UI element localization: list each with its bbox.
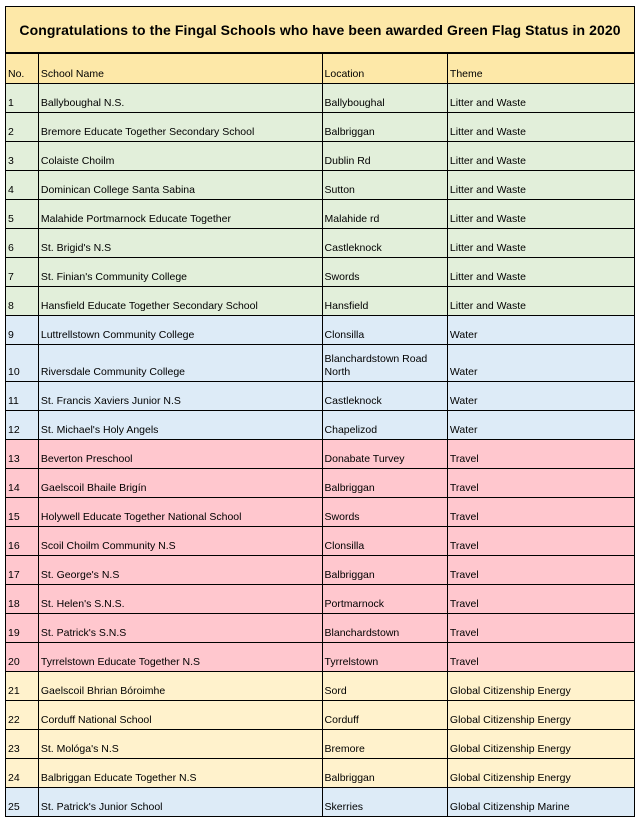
cell-school-name[interactable]: Hansfield Educate Together Secondary School — [38, 287, 322, 316]
cell-theme[interactable]: Litter and Waste — [447, 142, 634, 171]
cell-theme[interactable]: Litter and Waste — [447, 200, 634, 229]
cell-location[interactable]: Blanchardstown Road North — [322, 345, 447, 382]
cell-no[interactable]: 8 — [6, 287, 39, 316]
cell-location[interactable]: Balbriggan — [322, 556, 447, 585]
table-row — [6, 382, 635, 411]
cell-theme[interactable]: Global Citizenship Marine — [447, 788, 634, 817]
cell-no[interactable]: 3 — [6, 142, 39, 171]
cell-location[interactable]: Clonsilla — [322, 316, 447, 345]
cell-location[interactable]: Castleknock — [322, 229, 447, 258]
table-row — [6, 730, 635, 759]
table-row — [6, 701, 635, 730]
cell-theme[interactable]: Travel — [447, 440, 634, 469]
cell-location[interactable]: Chapelizod — [322, 411, 447, 440]
header-location[interactable]: Location — [322, 54, 447, 84]
cell-school-name[interactable]: St. Michael's Holy Angels — [38, 411, 322, 440]
cell-school-name[interactable]: St. Brigid's N.S — [38, 229, 322, 258]
cell-no[interactable]: 6 — [6, 229, 39, 258]
cell-location[interactable]: Balbriggan — [322, 469, 447, 498]
cell-location[interactable]: Clonsilla — [322, 527, 447, 556]
cell-theme[interactable]: Litter and Waste — [447, 229, 634, 258]
table-row — [6, 498, 635, 527]
table-row — [6, 171, 635, 200]
cell-no[interactable]: 5 — [6, 200, 39, 229]
table-row — [6, 287, 635, 316]
cell-school-name[interactable]: Riversdale Community College — [38, 345, 322, 382]
cell-school-name[interactable]: St. Mológa's N.S — [38, 730, 322, 759]
cell-theme[interactable]: Litter and Waste — [447, 171, 634, 200]
cell-location[interactable]: Castleknock — [322, 382, 447, 411]
cell-theme[interactable]: Global Citizenship Energy — [447, 759, 634, 788]
table-row — [6, 84, 635, 113]
cell-location[interactable]: Bremore — [322, 730, 447, 759]
cell-no[interactable]: 23 — [6, 730, 39, 759]
cell-no[interactable]: 18 — [6, 585, 39, 614]
table-row — [6, 759, 635, 788]
cell-no[interactable]: 10 — [6, 345, 39, 382]
cell-theme[interactable]: Global Citizenship Energy — [447, 701, 634, 730]
cell-theme[interactable]: Travel — [447, 585, 634, 614]
cell-no[interactable]: 2 — [6, 113, 39, 142]
cell-no[interactable]: 19 — [6, 614, 39, 643]
table-row — [6, 411, 635, 440]
cell-school-name[interactable]: Holywell Educate Together National School — [38, 498, 322, 527]
cell-school-name[interactable]: Scoil Choilm Community N.S — [38, 527, 322, 556]
cell-location[interactable]: Blanchardstown — [322, 614, 447, 643]
cell-no[interactable]: 15 — [6, 498, 39, 527]
header-theme[interactable]: Theme — [447, 54, 634, 84]
schools-table — [5, 53, 635, 817]
table-row — [6, 469, 635, 498]
cell-school-name[interactable]: St. Patrick's S.N.S — [38, 614, 322, 643]
cell-theme[interactable]: Global Citizenship Energy — [447, 672, 634, 701]
cell-no[interactable]: 25 — [6, 788, 39, 817]
cell-school-name[interactable]: Balbriggan Educate Together N.S — [38, 759, 322, 788]
cell-theme[interactable]: Litter and Waste — [447, 287, 634, 316]
table-row — [6, 113, 635, 142]
cell-school-name[interactable]: St. Patrick's Junior School — [38, 788, 322, 817]
cell-theme[interactable]: Travel — [447, 643, 634, 672]
table-row — [6, 643, 635, 672]
cell-location[interactable]: Skerries — [322, 788, 447, 817]
cell-no[interactable]: 16 — [6, 527, 39, 556]
cell-theme[interactable]: Travel — [447, 527, 634, 556]
cell-school-name[interactable]: Ballyboughal N.S. — [38, 84, 322, 113]
cell-no[interactable]: 22 — [6, 701, 39, 730]
cell-school-name[interactable]: Dominican College Santa Sabina — [38, 171, 322, 200]
cell-school-name[interactable]: Luttrellstown Community College — [38, 316, 322, 345]
cell-school-name[interactable]: Colaiste Choilm — [38, 142, 322, 171]
cell-location[interactable]: Balbriggan — [322, 113, 447, 142]
cell-theme[interactable]: Water — [447, 345, 634, 382]
cell-no[interactable]: 4 — [6, 171, 39, 200]
cell-no[interactable]: 11 — [6, 382, 39, 411]
table-row — [6, 258, 635, 287]
table-row — [6, 614, 635, 643]
table-row — [6, 585, 635, 614]
cell-location[interactable]: Portmarnock — [322, 585, 447, 614]
cell-no[interactable]: 14 — [6, 469, 39, 498]
table-body — [6, 84, 635, 817]
cell-no[interactable]: 7 — [6, 258, 39, 287]
cell-theme[interactable]: Global Citizenship Energy — [447, 730, 634, 759]
table-row — [6, 200, 635, 229]
cell-no[interactable]: 17 — [6, 556, 39, 585]
cell-location[interactable]: Ballyboughal — [322, 84, 447, 113]
cell-school-name[interactable]: St. George's N.S — [38, 556, 322, 585]
sheet-title: Congratulations to the Fingal Schools who have been awarded Green Flag Status in 2020 — [5, 6, 635, 53]
header-school-name[interactable]: School Name — [38, 54, 322, 84]
cell-location[interactable]: Donabate Turvey — [322, 440, 447, 469]
header-row — [6, 54, 635, 84]
cell-school-name[interactable]: Malahide Portmarnock Educate Together — [38, 200, 322, 229]
cell-school-name[interactable]: Corduff National School — [38, 701, 322, 730]
table-row — [6, 316, 635, 345]
table-row — [6, 440, 635, 469]
cell-school-name[interactable]: Tyrrelstown Educate Together N.S — [38, 643, 322, 672]
cell-theme[interactable]: Travel — [447, 498, 634, 527]
cell-location[interactable]: Swords — [322, 258, 447, 287]
cell-school-name[interactable]: Gaelscoil Bhrian Bóroimhe — [38, 672, 322, 701]
cell-no[interactable]: 9 — [6, 316, 39, 345]
cell-location[interactable]: Hansfield — [322, 287, 447, 316]
table-row — [6, 788, 635, 817]
table-row — [6, 142, 635, 171]
table-row — [6, 527, 635, 556]
cell-school-name[interactable]: Bremore Educate Together Secondary School — [38, 113, 322, 142]
cell-no[interactable]: 20 — [6, 643, 39, 672]
cell-theme[interactable]: Water — [447, 411, 634, 440]
cell-no[interactable]: 24 — [6, 759, 39, 788]
cell-no[interactable]: 12 — [6, 411, 39, 440]
cell-no[interactable]: 21 — [6, 672, 39, 701]
cell-school-name[interactable]: Beverton Preschool — [38, 440, 322, 469]
cell-theme[interactable]: Travel — [447, 556, 634, 585]
cell-location[interactable]: Sord — [322, 672, 447, 701]
header-no[interactable]: No. — [6, 54, 39, 84]
cell-location[interactable]: Tyrrelstown — [322, 643, 447, 672]
cell-location[interactable]: Sutton — [322, 171, 447, 200]
cell-no[interactable]: 13 — [6, 440, 39, 469]
cell-theme[interactable]: Travel — [447, 469, 634, 498]
cell-school-name[interactable]: Gaelscoil Bhaile Brigín — [38, 469, 322, 498]
table-row — [6, 229, 635, 258]
cell-location[interactable]: Balbriggan — [322, 759, 447, 788]
cell-school-name[interactable]: St. Francis Xaviers Junior N.S — [38, 382, 322, 411]
cell-location[interactable]: Corduff — [322, 701, 447, 730]
cell-theme[interactable]: Litter and Waste — [447, 84, 634, 113]
cell-school-name[interactable]: St. Helen's S.N.S. — [38, 585, 322, 614]
cell-location[interactable]: Swords — [322, 498, 447, 527]
cell-theme[interactable]: Water — [447, 382, 634, 411]
cell-theme[interactable]: Litter and Waste — [447, 258, 634, 287]
table-row — [6, 556, 635, 585]
table-row — [6, 345, 635, 382]
cell-location[interactable]: Dublin Rd — [322, 142, 447, 171]
cell-no[interactable]: 1 — [6, 84, 39, 113]
table-row — [6, 672, 635, 701]
cell-theme[interactable]: Travel — [447, 614, 634, 643]
cell-theme[interactable]: Water — [447, 316, 634, 345]
cell-location[interactable]: Malahide rd — [322, 200, 447, 229]
cell-school-name[interactable]: St. Finian's Community College — [38, 258, 322, 287]
cell-theme[interactable]: Litter and Waste — [447, 113, 634, 142]
green-flag-sheet — [5, 6, 635, 817]
